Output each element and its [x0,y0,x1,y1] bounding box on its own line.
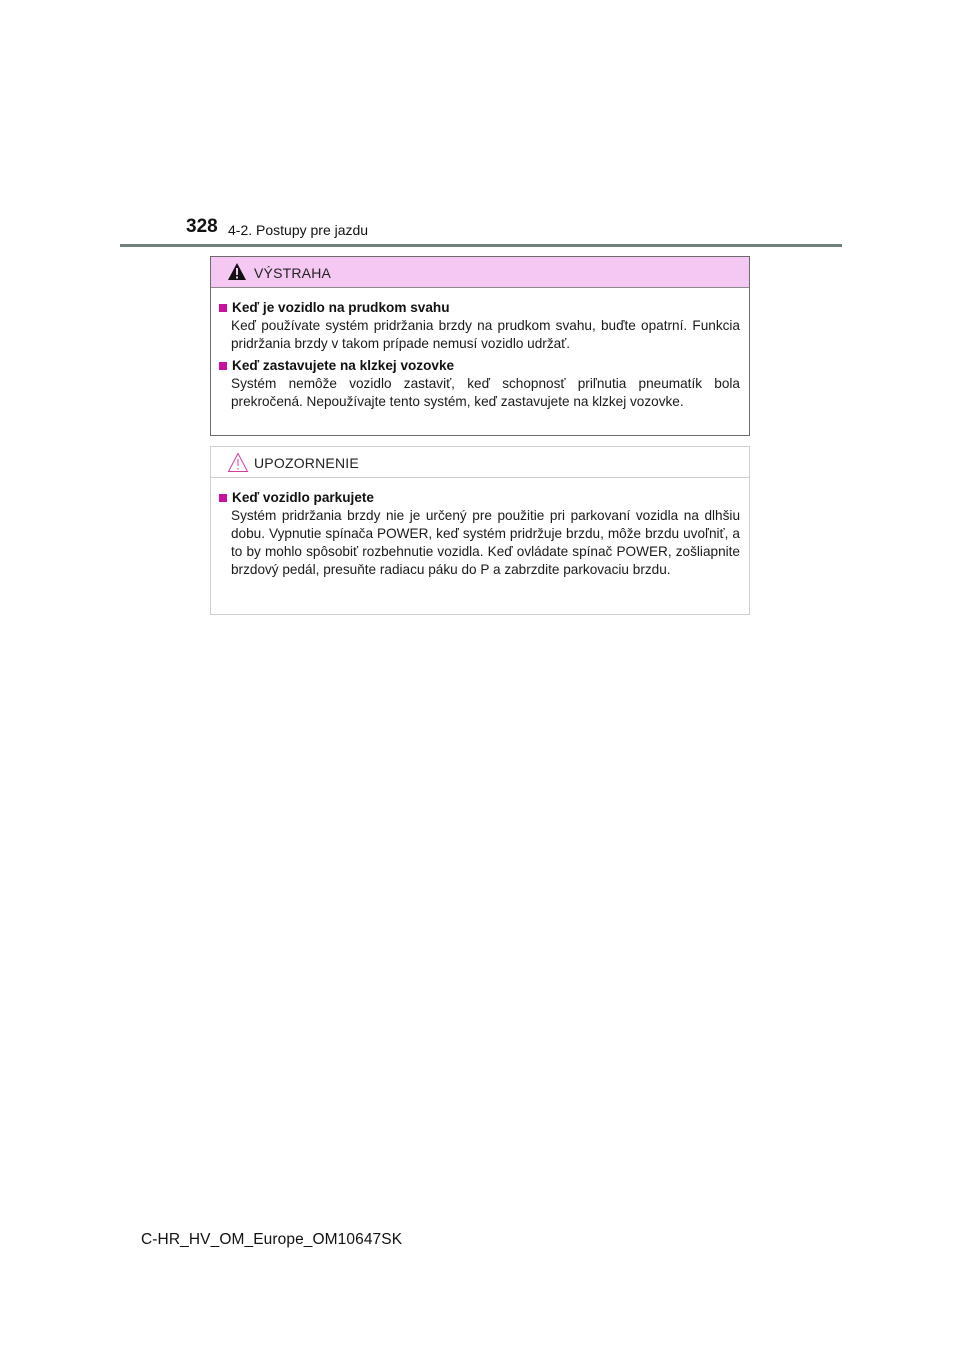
square-bullet-icon [219,494,227,502]
notice-label: UPOZORNENIE [254,455,359,471]
item-title [219,299,740,317]
notice-box [210,446,750,615]
item-title [219,357,740,375]
notice-item-parking [219,489,740,579]
document-code: C-HR_HV_OM_Europe_OM10647SK [141,1231,403,1248]
section-title: 4-2. Postupy pre jazdu [228,222,369,238]
item-text: Keď používate systém pridržania brzdy na prudkom svahu, buďte opatrní. Funkcia pridržania brzdy v takom prípade nemusí vozidlo udržať. [231,318,740,351]
warning-item-slippery-road [219,357,740,411]
warning-item-steep-slope [219,299,740,353]
warning-box-body [211,288,749,411]
caution-triangle-icon [227,452,249,473]
square-bullet-icon [219,362,227,370]
warning-triangle-icon [227,262,247,281]
warning-box [210,256,750,436]
page-header [120,214,842,248]
notice-box-body [211,478,749,579]
item-text: Systém nemôže vozidlo zastaviť, keď schopnosť priľnutia pneumatík bola prekročená. Nepoužívajte tento systém, keď zastavujete na klzkej vozovke. [231,376,740,409]
item-text: Systém pridržania brzdy nie je určený pre použitie pri parkovaní vozidla na dlhšiu dobu. Vypnutie spínača POWER, keď systém pridržuje brzdu, môže brzdu uvoľniť, a to by mohlo spôsobiť rozbehnutie vozidla. Keď ovládate spínač POWER, zošliapnite brzdový pedál, presuňte radiacu páku do P a zabrzdite parkovaciu brzdu. [231,508,740,577]
page-number: 328 [186,216,218,237]
warning-box-header [211,257,749,288]
item-title-text: Keď vozidlo parkujete [232,490,374,505]
item-title-text: Keď zastavujete na klzkej vozovke [232,358,455,373]
warning-label: VÝSTRAHA [254,265,332,281]
notice-box-header [211,447,749,478]
item-title [219,489,740,507]
square-bullet-icon [219,304,227,312]
item-title-text: Keď je vozidlo na prudkom svahu [232,300,450,315]
header-rule [120,244,842,247]
